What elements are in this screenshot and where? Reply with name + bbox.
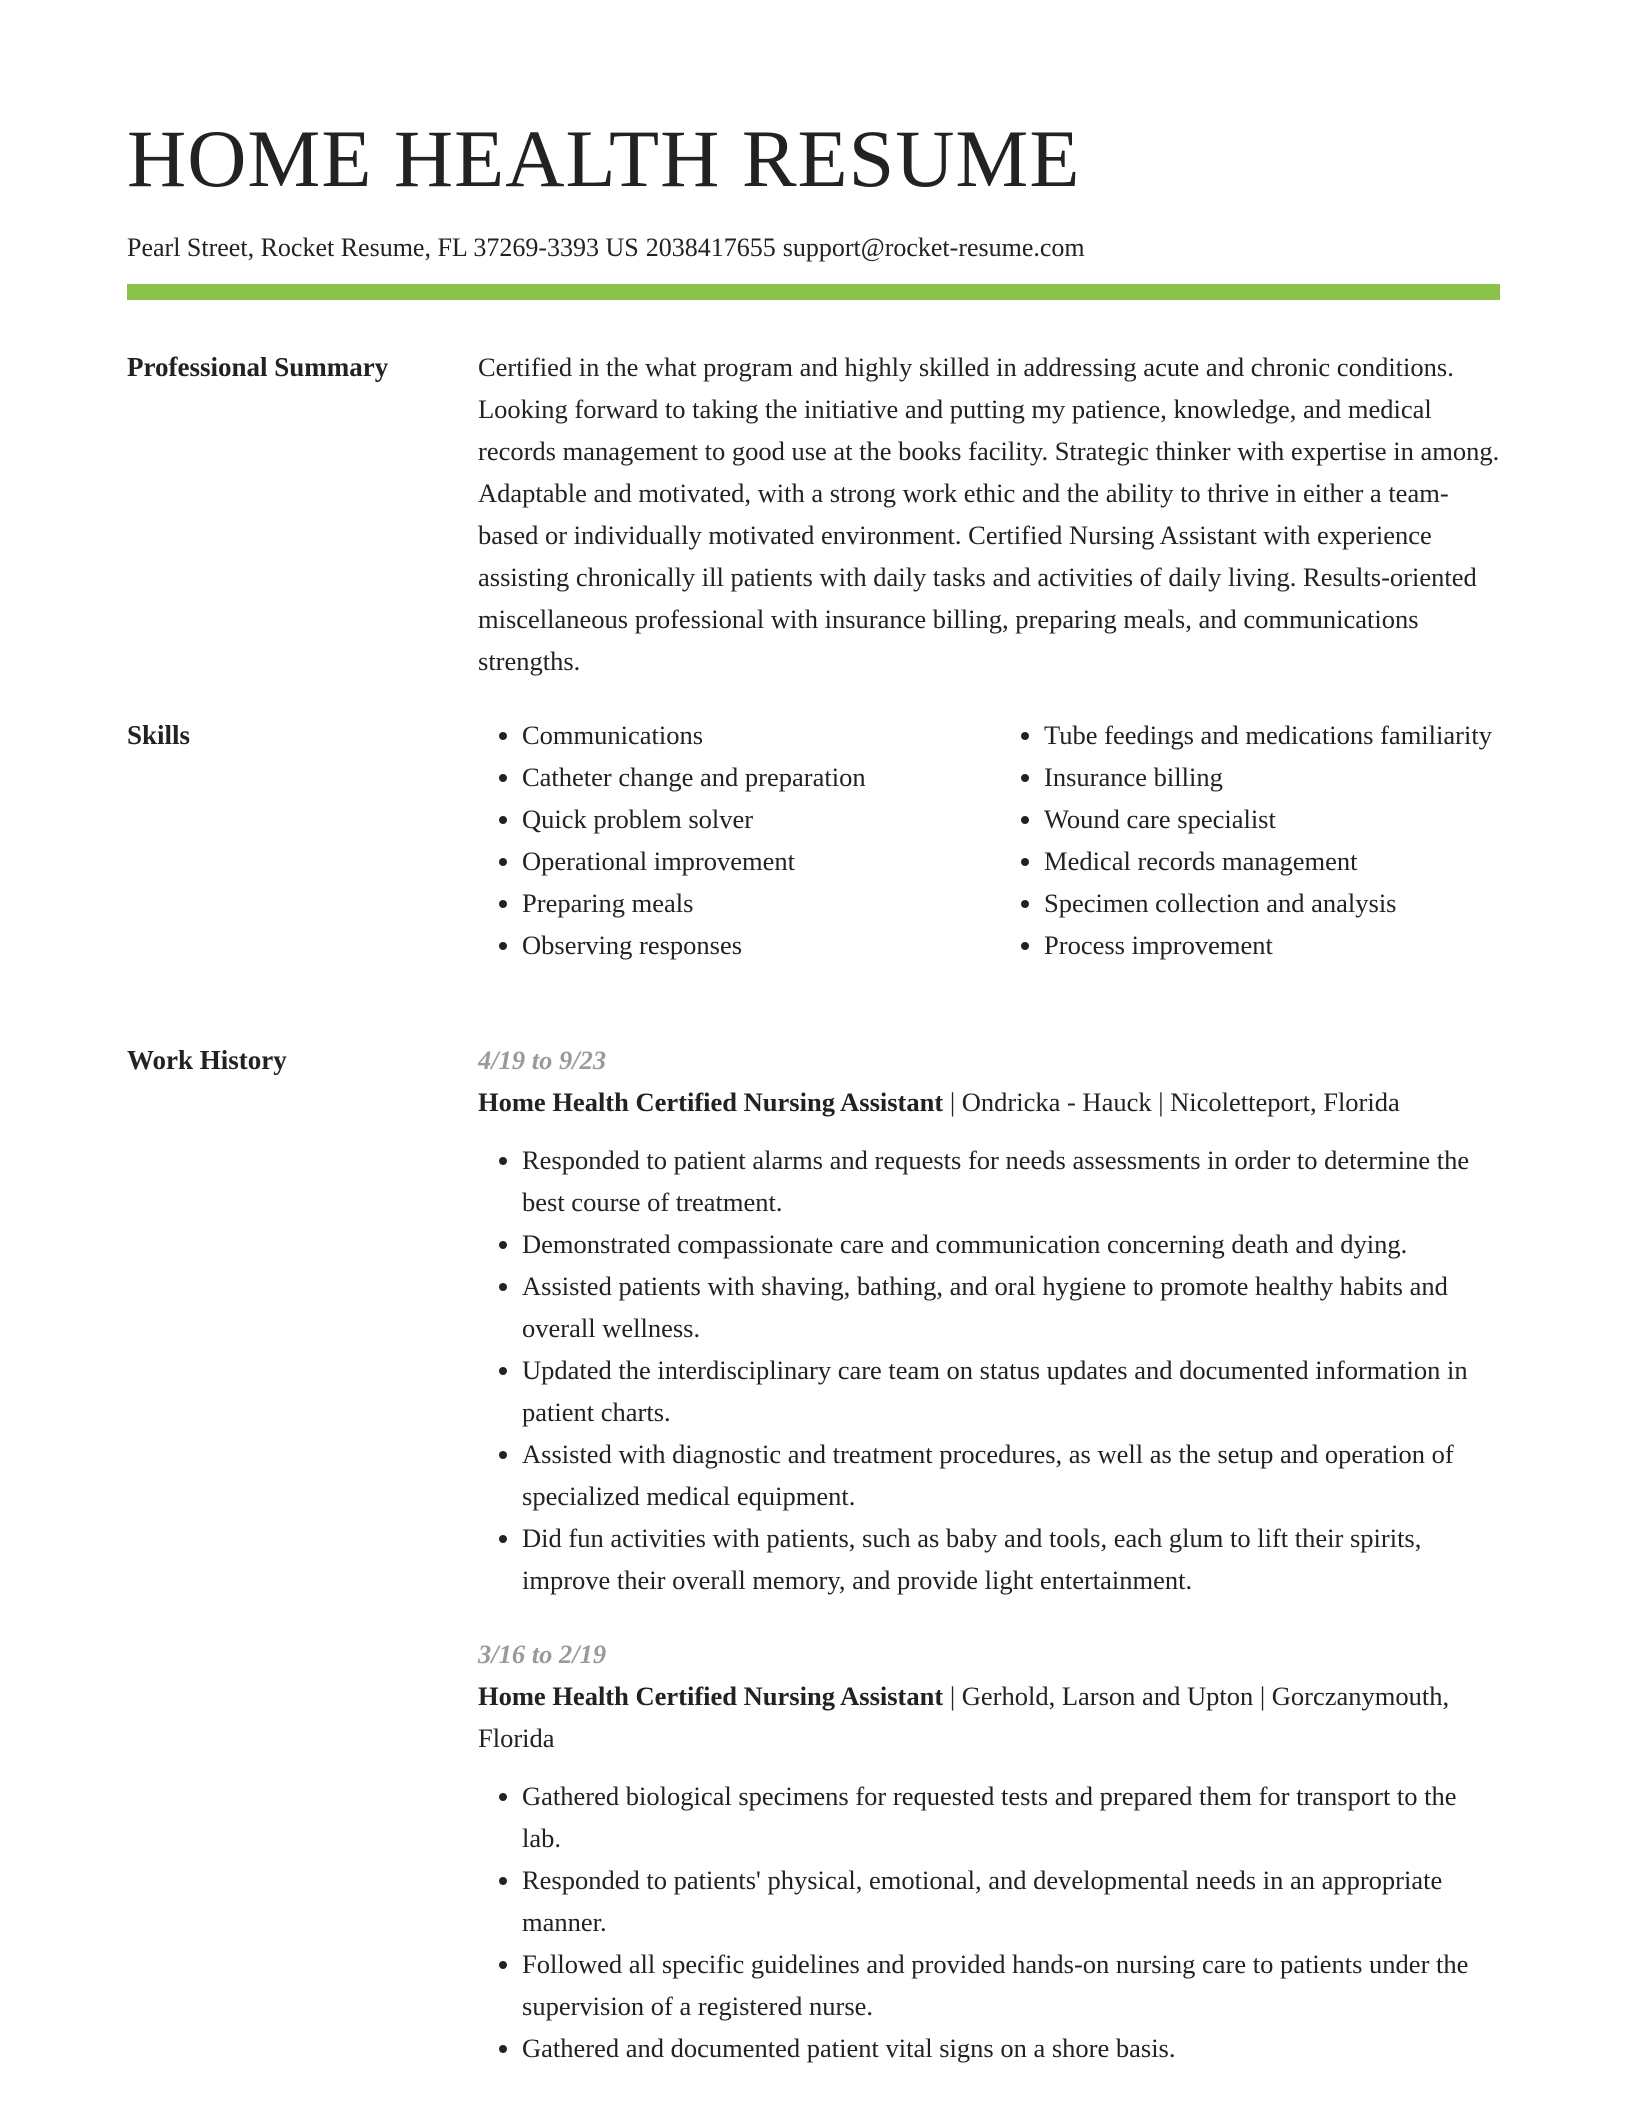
job-bullet: • Demonstrated compassionate care and communication concerning death and dying. xyxy=(522,1223,1500,1265)
skill-item: • Insurance billing xyxy=(1044,756,1500,798)
resume-title: HOME HEALTH RESUME xyxy=(127,113,1081,204)
job-header xyxy=(478,1675,1500,1759)
job-header xyxy=(478,1081,1500,1123)
work-body xyxy=(478,1039,1500,2069)
job-bullet: • Gathered biological specimens for requested tests and prepared them for transport to the lab. xyxy=(522,1775,1500,1859)
header-divider xyxy=(127,284,1500,300)
skill-item: • Specimen collection and analysis xyxy=(1044,882,1500,924)
job-bullet: • Updated the interdisciplinary care team on status updates and documented information in patient charts. xyxy=(522,1349,1500,1433)
job-bullet: • Gathered and documented patient vital signs on a shore basis. xyxy=(522,2027,1500,2069)
contact-phone: 2038417655 xyxy=(645,233,776,262)
job-details: | Gerhold, Larson and Upton | Gorczanymouth, Florida xyxy=(478,1681,1450,1753)
job-role: Home Health Certified Nursing Assistant xyxy=(478,1087,944,1117)
skill-item: • Tube feedings and medications familiarity xyxy=(1044,714,1500,756)
skill-item: • Observing responses xyxy=(522,924,978,966)
work-heading: Work History xyxy=(127,1045,287,1075)
skill-item: • Process improvement xyxy=(1044,924,1500,966)
skills-list-right xyxy=(1000,714,1500,966)
job-bullet: • Responded to patient alarms and requests for needs assessments in order to determine the best course of treatment. xyxy=(522,1139,1500,1223)
summary-body xyxy=(478,346,1500,682)
contact-email: support@rocket-resume.com xyxy=(782,233,1085,262)
skill-item: • Wound care specialist xyxy=(1044,798,1500,840)
summary-heading: Professional Summary xyxy=(127,352,389,382)
job-details: | Ondricka - Hauck | Nicoletteport, Florida xyxy=(943,1087,1400,1117)
job-role: Home Health Certified Nursing Assistant xyxy=(478,1681,944,1711)
job-bullets xyxy=(478,1139,1500,1601)
job-dates: 3/16 to 2/19 xyxy=(478,1639,607,1669)
skills-list-left xyxy=(478,714,978,966)
job-bullet: • Responded to patients' physical, emotional, and developmental needs in an appropriate manner. xyxy=(522,1859,1500,1943)
job-entry xyxy=(478,1633,1500,2069)
skill-item: • Preparing meals xyxy=(522,882,978,924)
summary-text: Certified in the what program and highly skilled in addressing acute and chronic conditions. Looking forward to taking the initiative and putting my patience, knowledge, and medical records management to good use at the books facility. Strategic thinker with expertise in among. Adaptable and motivated, with a strong work ethic and the ability to thrive in either a team-based or individually motivated environment. Certified Nursing Assistant with experience assisting chronically ill patients with daily tasks and activities of daily living. Results-oriented miscellaneous professional with insurance billing, preparing meals, and communications strengths. xyxy=(478,352,1500,676)
job-bullets xyxy=(478,1775,1500,2069)
skill-item: • Operational improvement xyxy=(522,840,978,882)
skill-item: • Quick problem solver xyxy=(522,798,978,840)
job-bullet: • Assisted patients with shaving, bathing, and oral hygiene to promote healthy habits and overall wellness. xyxy=(522,1265,1500,1349)
contact-line xyxy=(127,230,1085,266)
skill-item: • Catheter change and preparation xyxy=(522,756,978,798)
job-bullet: • Did fun activities with patients, such as baby and tools, each glum to lift their spirits, improve their overall memory, and provide light entertainment. xyxy=(522,1517,1500,1601)
skill-item: • Medical records management xyxy=(1044,840,1500,882)
contact-address: Pearl Street, Rocket Resume, FL 37269-3393 US xyxy=(127,233,639,262)
job-bullet: • Assisted with diagnostic and treatment procedures, as well as the setup and operation of specialized medical equipment. xyxy=(522,1433,1500,1517)
skill-item: • Communications xyxy=(522,714,978,756)
skills-body xyxy=(478,714,1500,966)
skills-heading: Skills xyxy=(127,720,191,750)
job-bullet: • Followed all specific guidelines and provided hands-on nursing care to patients under the supervision of a registered nurse. xyxy=(522,1943,1500,2027)
job-dates: 4/19 to 9/23 xyxy=(478,1045,607,1075)
job-entry xyxy=(478,1039,1500,1601)
